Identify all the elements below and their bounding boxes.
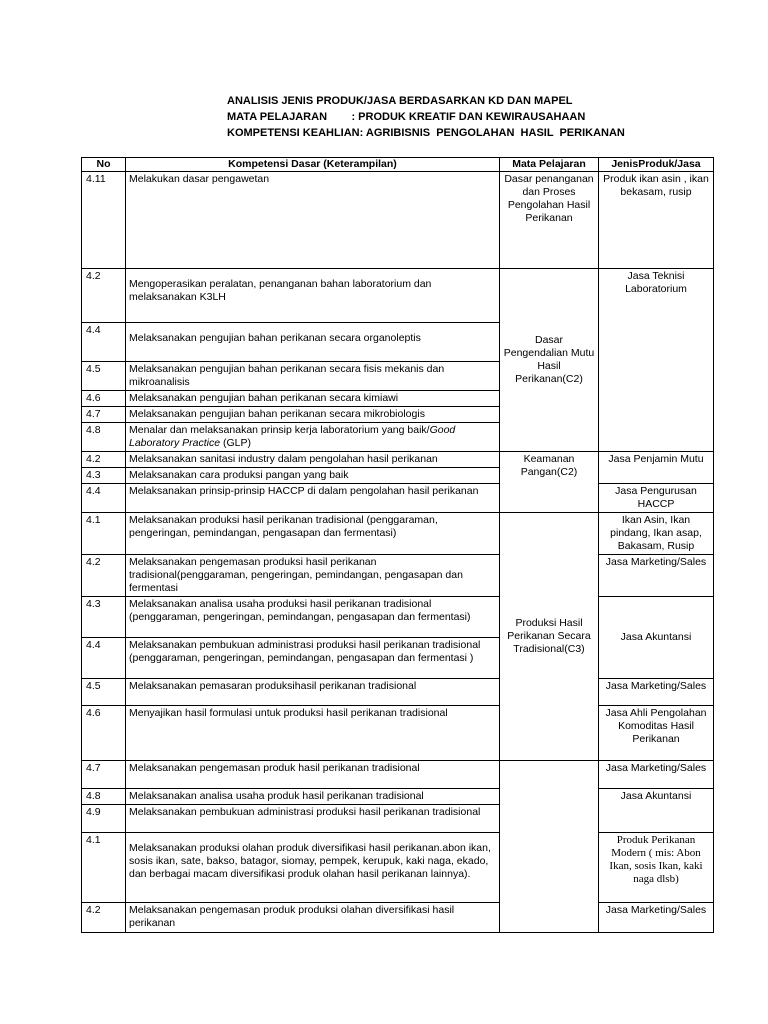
- header-jenis-produk: JenisProduk/Jasa: [599, 158, 714, 172]
- header-kompetensi-keahlian: KOMPETENSI KEAHLIAN: AGRIBISNIS PENGOLAHAN HASIL PERIKANAN: [227, 127, 625, 139]
- table-row: [82, 789, 714, 805]
- cell-no: 4.7: [82, 761, 126, 789]
- cell-mata-pelajaran: Keamanan Pangan(C2): [500, 452, 599, 513]
- cell-kompetensi: Melaksanakan prinsip-prinsip HACCP di dalam pengolahan hasil perikanan: [126, 484, 500, 513]
- cell-no: 4.5: [82, 679, 126, 706]
- cell-no: 4.3: [82, 597, 126, 638]
- document-header: [227, 93, 625, 141]
- header-title: ANALISIS JENIS PRODUK/JASA BERDASARKAN KD DAN MAPEL: [227, 95, 573, 107]
- table-row: [82, 484, 714, 513]
- cell-kompetensi: Melaksanakan pembukuan administrasi produksi hasil perikanan tradisional (penggaraman, pengeringan, pemindangan, pengasapan dan fermentasi ): [126, 638, 500, 679]
- table-header-row: [82, 158, 714, 172]
- cell-no: 4.11: [82, 172, 126, 269]
- cell-no: 4.9: [82, 805, 126, 833]
- kd-text-c: (GLP): [220, 437, 251, 449]
- cell-kompetensi: Melaksanakan pengujian bahan perikanan secara kimiawi: [126, 391, 500, 407]
- table-row: [82, 679, 714, 706]
- table-row: [82, 761, 714, 789]
- cell-jenis-produk: Ikan Asin, Ikan pindang, Ikan asap, Bakasam, Rusip: [599, 513, 714, 555]
- cell-jenis-produk: Jasa Teknisi Laboratorium: [599, 269, 714, 452]
- cell-no: 4.2: [82, 269, 126, 323]
- cell-no: 4.4: [82, 323, 126, 362]
- header-kompetensi-dasar: Kompetensi Dasar (Keterampilan): [126, 158, 500, 172]
- cell-no: 4.2: [82, 555, 126, 597]
- cell-jenis-produk: Jasa Penjamin Mutu: [599, 452, 714, 484]
- cell-kompetensi: Melaksanakan cara produksi pangan yang baik: [126, 468, 500, 484]
- table-row: [82, 903, 714, 933]
- cell-kompetensi: Melaksanakan produksi olahan produk diversifikasi hasil perikanan.abon ikan, sosis ikan, sate, bakso, batagor, siomay, pempek, kerupuk, kaki naga, ekado, dan berbagai macam diversifikasi produk olahan hasil perikanan lainnya).: [126, 833, 500, 903]
- table-row: [82, 555, 714, 597]
- cell-jenis-produk: Produk Perikanan Modern ( mis: Abon Ikan, sosis Ikan, kaki naga dlsb): [599, 833, 714, 903]
- cell-no: 4.2: [82, 452, 126, 468]
- header-no: No: [82, 158, 126, 172]
- cell-no: 4.7: [82, 407, 126, 423]
- cell-mata-pelajaran: Dasar penanganan dan Proses Pengolahan Hasil Perikanan: [500, 172, 599, 269]
- table-row: [82, 706, 714, 761]
- cell-mata-pelajaran: Dasar Pengendalian Mutu Hasil Perikanan(C2): [500, 269, 599, 452]
- cell-jenis-produk: Jasa Marketing/Sales: [599, 761, 714, 789]
- cell-no: 4.6: [82, 706, 126, 761]
- cell-kompetensi: Melaksanakan analisa usaha produksi hasil perikanan tradisional (penggaraman, pengeringan, pemindangan, pengasapan dan fermentasi): [126, 597, 500, 638]
- cell-kompetensi: Menyajikan hasil formulasi untuk produksi hasil perikanan tradisional: [126, 706, 500, 761]
- cell-mata-pelajaran-empty: [500, 761, 599, 933]
- table-row: [82, 452, 714, 468]
- cell-jenis-produk: Jasa Marketing/Sales: [599, 903, 714, 933]
- cell-no: 4.2: [82, 903, 126, 933]
- cell-no: 4.4: [82, 638, 126, 679]
- cell-no: 4.6: [82, 391, 126, 407]
- cell-jenis-produk: Produk ikan asin , ikan bekasam, rusip: [599, 172, 714, 269]
- cell-no: 4.5: [82, 362, 126, 391]
- cell-kompetensi: Melaksanakan pengemasan produk hasil perikanan tradisional: [126, 761, 500, 789]
- cell-kompetensi: Melaksanakan produksi hasil perikanan tradisional (penggaraman, pengeringan, pemindangan, pengasapan dan fermentasi): [126, 513, 500, 555]
- cell-kompetensi: Melaksanakan sanitasi industry dalam pengolahan hasil perikanan: [126, 452, 500, 468]
- cell-no: 4.1: [82, 833, 126, 903]
- cell-kompetensi: Melaksanakan pemasaran produksihasil perikanan tradisional: [126, 679, 500, 706]
- cell-no: 4.4: [82, 484, 126, 513]
- table-row: [82, 513, 714, 555]
- cell-kompetensi: Melaksanakan pengemasan produksi hasil perikanan tradisional(penggaraman, pengeringan, pemindangan, pengasapan dan fermentasi: [126, 555, 500, 597]
- cell-kompetensi: Melaksanakan pengujian bahan perikanan secara organoleptis: [126, 323, 500, 362]
- cell-kompetensi: [126, 423, 500, 452]
- table-row: [82, 597, 714, 638]
- cell-kompetensi: Melaksanakan pengujian bahan perikanan secara mikrobiologis: [126, 407, 500, 423]
- cell-kompetensi: Melakukan dasar pengawetan: [126, 172, 500, 269]
- cell-mata-pelajaran: Produksi Hasil Perikanan Secara Tradisional(C3): [500, 513, 599, 761]
- cell-jenis-produk: Jasa Akuntansi: [599, 597, 714, 679]
- cell-jenis-produk: Jasa Pengurusan HACCP: [599, 484, 714, 513]
- cell-kompetensi: Melaksanakan pengemasan produk produksi olahan diversifikasi hasil perikanan: [126, 903, 500, 933]
- cell-no: 4.8: [82, 423, 126, 452]
- header-mata-pelajaran: MATA PELAJARAN : PRODUK KREATIF DAN KEWIRAUSAHAAN: [227, 111, 586, 123]
- cell-kompetensi: Melaksanakan pengujian bahan perikanan secara fisis mekanis dan mikroanalisis: [126, 362, 500, 391]
- cell-no: 4.1: [82, 513, 126, 555]
- cell-kompetensi: Mengoperasikan peralatan, penanganan bahan laboratorium dan melaksanakan K3LH: [126, 269, 500, 323]
- table-row: [82, 833, 714, 903]
- kd-text-italic: Good Laboratory Practice: [129, 424, 456, 449]
- kd-text-a: Menalar dan melaksanakan prinsip kerja laboratorium yang baik/: [129, 424, 430, 436]
- cell-jenis-produk: Jasa Marketing/Sales: [599, 679, 714, 706]
- cell-jenis-produk: Jasa Marketing/Sales: [599, 555, 714, 597]
- cell-no: 4.3: [82, 468, 126, 484]
- cell-kompetensi: Melaksanakan analisa usaha produk hasil perikanan tradisional: [126, 789, 500, 805]
- cell-kompetensi: Melaksanakan pembukuan administrasi produksi hasil perikanan tradisional: [126, 805, 500, 833]
- cell-jenis-produk: Jasa Akuntansi: [599, 789, 714, 833]
- analysis-table: [81, 157, 714, 933]
- cell-jenis-produk: Jasa Ahli Pengolahan Komoditas Hasil Perikanan: [599, 706, 714, 761]
- header-mata-pelajaran: Mata Pelajaran: [500, 158, 599, 172]
- cell-no: 4.8: [82, 789, 126, 805]
- table-row: [82, 269, 714, 323]
- table-row: [82, 172, 714, 269]
